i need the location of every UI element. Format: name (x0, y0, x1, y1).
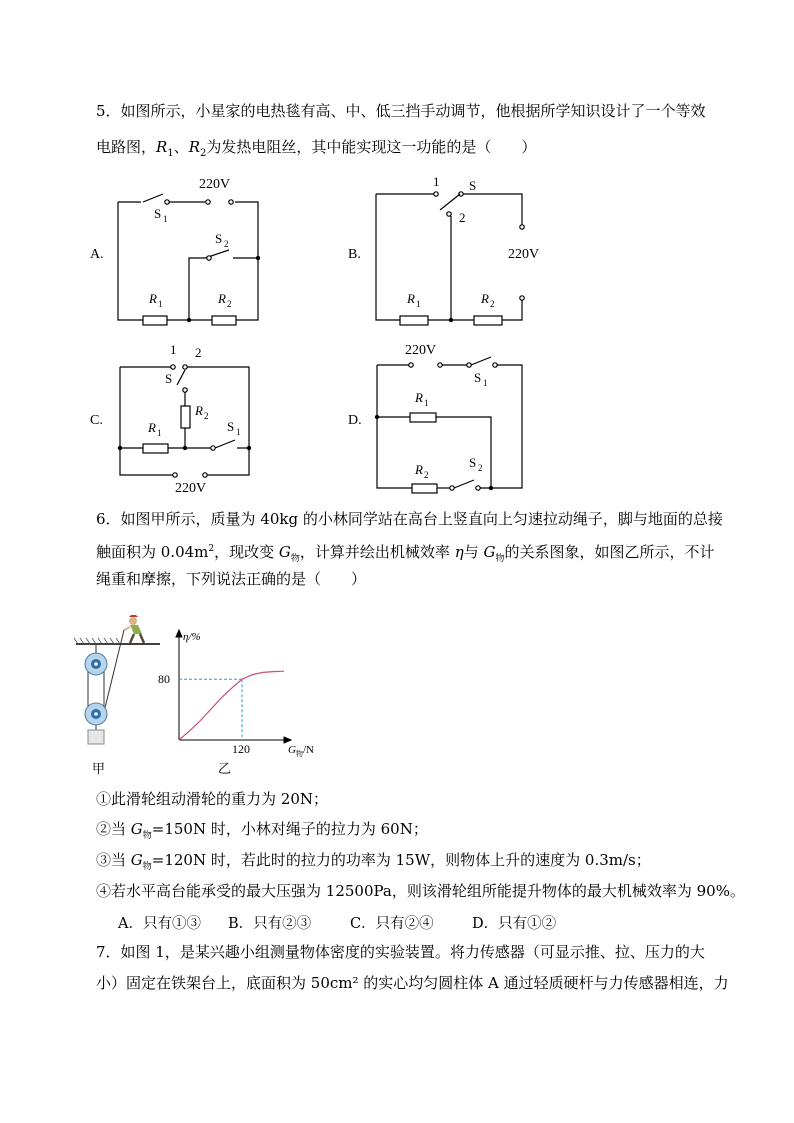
g-symbol: G (278, 543, 291, 561)
r1-d: R (415, 390, 423, 405)
g-sub-3: 物 (142, 831, 152, 841)
s1-sub-c: 1 (236, 427, 241, 437)
r2-sub-b: 2 (490, 299, 495, 309)
q7-line2: 小）固定在铁架台上，底面积为 50cm² 的实心均匀圆柱体 A 通过轻质硬杆与力传感器相连，力 (96, 974, 729, 992)
s-c: S (165, 371, 173, 386)
option-a[interactable]: A．只有①③ (118, 916, 201, 932)
label-yi: 乙 (218, 761, 232, 776)
eta-symbol: η (454, 543, 464, 561)
s1-sub-d: 1 (483, 378, 488, 388)
pos2-c: 2 (195, 345, 202, 360)
r2-a: R (218, 291, 226, 306)
x-tick-120: 120 (232, 742, 250, 756)
r1-a: R (149, 291, 157, 306)
q5-line1: 5．如图所示，小星家的电热毯有高、中、低三挡手动调节，他根据所学知识设计了一个等效 (96, 102, 706, 120)
option-b[interactable]: B．只有②③ (228, 916, 312, 932)
s2-d: S (469, 455, 477, 470)
weight-block (88, 730, 104, 744)
pos2-b: 2 (459, 210, 466, 225)
y-tick-80: 80 (158, 672, 170, 687)
q5-line2-text-b: 为发热电阻丝，其中能实现这一功能的是（ ） (206, 138, 537, 156)
platform (74, 638, 160, 644)
fixed-pulley-icon (85, 653, 107, 675)
g-symbol-2: G (483, 543, 496, 561)
pos1-b: 1 (433, 174, 440, 189)
statement-2-b: =150N 时，小林对绳子的拉力为 60N； (151, 820, 428, 838)
label-c: C. (90, 413, 103, 428)
q5-sep: 、 (173, 138, 189, 156)
q6-line1: 6．如图甲所示，质量为 40kg 的小林同学站在高台上竖直向上匀速拉动绳子，脚与地面的总接 (96, 510, 723, 528)
circuit-d (340, 340, 540, 500)
label-b: B. (348, 247, 361, 262)
label-jia: 甲 (92, 761, 106, 776)
r1-c: R (148, 420, 156, 435)
s-b: S (469, 178, 477, 193)
q6-line2-d: 与 (463, 543, 484, 561)
r2-c: R (195, 403, 203, 418)
r1-sub-d: 1 (424, 398, 429, 408)
s1-d: S (474, 370, 482, 385)
r2-b: R (481, 291, 489, 306)
q6-line2 (96, 539, 714, 569)
s1-sub-a: 1 (163, 214, 168, 224)
movable-pulley-icon (85, 703, 107, 725)
eta-curve (179, 671, 284, 740)
label-a: A. (90, 247, 104, 262)
x-axis-unit: /N (303, 744, 314, 756)
g-sub-2: 物 (495, 554, 505, 564)
q6-sup: 2 (208, 544, 215, 554)
r1-sub-c: 1 (157, 428, 162, 438)
statement-3 (96, 850, 651, 877)
s2-sub-a: 2 (224, 239, 229, 249)
q5-line2 (96, 137, 536, 164)
x-axis-sub: 物 (296, 750, 303, 758)
y-axis-label: η/% (183, 631, 201, 643)
q5-line2-text-a: 电路图， (96, 138, 157, 156)
statement-4: ④若水平高台能承受的最大压强为 12500Pa，则该滑轮组所能提升物体的最大机械效率为 90%。 (96, 882, 745, 900)
g-sub: 物 (290, 554, 300, 564)
efficiency-chart (150, 622, 325, 777)
q6-line2-a: 触面积为 0.04m (96, 543, 209, 561)
s2-a: S (215, 231, 223, 246)
r1-symbol: R (156, 138, 168, 156)
x-axis-g: G (288, 744, 296, 756)
r2-sub-d: 2 (424, 470, 429, 480)
statement-3-b: =120N 时，若此时的拉力的功率为 15W，则物体上升的速度为 0.3m/s； (151, 851, 651, 869)
statement-3-a: ③当 (96, 851, 131, 869)
r2-sub: 2 (200, 148, 207, 159)
voltage-d: 220V (405, 343, 437, 358)
r1-sub: 1 (167, 148, 174, 159)
pos1-c: 1 (170, 342, 177, 357)
g-sub-4: 物 (142, 862, 152, 872)
q6-line2-b: ，现改变 (214, 543, 279, 561)
q6-line3: 绳重和摩擦，下列说法正确的是（ ） (96, 570, 367, 588)
s1-a: S (154, 206, 162, 221)
s2-sub-d: 2 (478, 463, 483, 473)
statement-1: ①此滑轮组动滑轮的重力为 20N； (96, 790, 328, 808)
r2-sub-c: 2 (204, 411, 209, 421)
q6-line2-c: ，计算并绘出机械效率 (299, 543, 455, 561)
q7-line1: 7．如图 1，是某兴趣小组测量物体密度的实验装置。将力传感器（可显示推、拉、压力的大 (96, 943, 705, 961)
r2-sub-a: 2 (227, 299, 232, 309)
r1-sub-b: 1 (416, 299, 421, 309)
label-d: D. (348, 413, 362, 428)
circuit-b (340, 172, 560, 332)
circuit-a (85, 172, 275, 332)
voltage-c: 220V (175, 481, 207, 496)
statement-2 (96, 819, 428, 846)
statement-2-a: ②当 (96, 820, 131, 838)
option-d[interactable]: D．只有①② (472, 916, 557, 932)
voltage-b: 220V (508, 247, 540, 262)
option-c[interactable]: C．只有②④ (350, 916, 434, 932)
r1-b: R (407, 291, 415, 306)
q6-line2-e: 的关系图象，如图乙所示，不计 (504, 543, 715, 561)
g-symbol-4: G (130, 851, 143, 869)
person-icon (124, 615, 144, 643)
r2-symbol: R (188, 138, 200, 156)
r1-sub-a: 1 (158, 299, 163, 309)
g-symbol-3: G (130, 820, 143, 838)
r2-d: R (415, 462, 423, 477)
s1-c: S (227, 419, 235, 434)
circuit-c (85, 340, 275, 500)
voltage-a: 220V (199, 177, 231, 192)
